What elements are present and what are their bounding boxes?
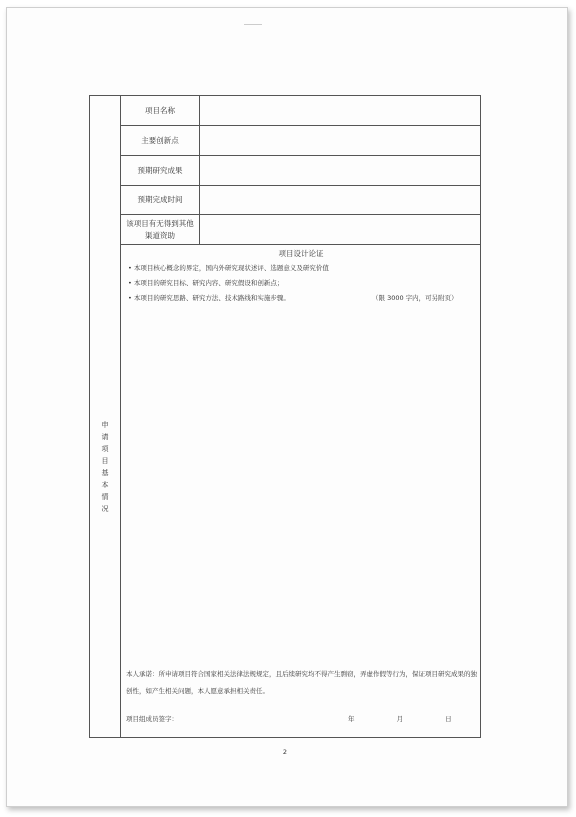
commitment-text: 本人承诺：所申请项目符合国家相关法律法规规定，且后续研究均不得产生剽窃，弄虚作假等行为，保证项目研究成果的独创性，如产生相关问题，本人愿意承担相关责任。 (126, 670, 477, 695)
innovation-field[interactable] (200, 126, 480, 155)
project-name-label: 项目名称 (145, 105, 175, 115)
section-side-label (90, 96, 120, 737)
signature-label: 项目组成员签字： (126, 715, 178, 723)
other-funding-field[interactable] (200, 215, 480, 244)
bullet-item (128, 293, 458, 302)
completion-time-label: 预期完成时间 (137, 195, 183, 204)
scan-mark (244, 24, 262, 25)
date-label: 年 月 日 (348, 715, 472, 723)
project-name-field[interactable] (200, 96, 480, 125)
expected-results-field[interactable] (200, 156, 480, 185)
row-divider (120, 244, 480, 245)
application-form-table (89, 95, 481, 738)
completion-time-field[interactable] (200, 186, 480, 214)
side-label-text: 申请项目基本情况 (101, 420, 109, 517)
other-funding-label: 该项目有无得到其他渠道资助 (126, 218, 194, 240)
bullet-item: • 本项目核心概念的界定，国内外研究现状述评、选题意义及研究价值 (128, 264, 329, 272)
design-section-title: 项目设计论证 (278, 249, 324, 258)
document-page (6, 7, 568, 807)
word-limit-note: （限 3000 字内，可另附页） (372, 294, 458, 302)
page-number: 2 (282, 748, 288, 756)
bullet-item: • 本项目的研究目标、研究内容、研究假设和创新点； (128, 279, 284, 287)
bullet-item-text: • 本项目的研究思路、研究方法、技术路线和实施步骤。 (128, 294, 290, 302)
signature-row (126, 714, 478, 723)
expected-results-label: 预期研究成果 (137, 165, 183, 175)
innovation-label: 主要创新点 (141, 135, 179, 145)
